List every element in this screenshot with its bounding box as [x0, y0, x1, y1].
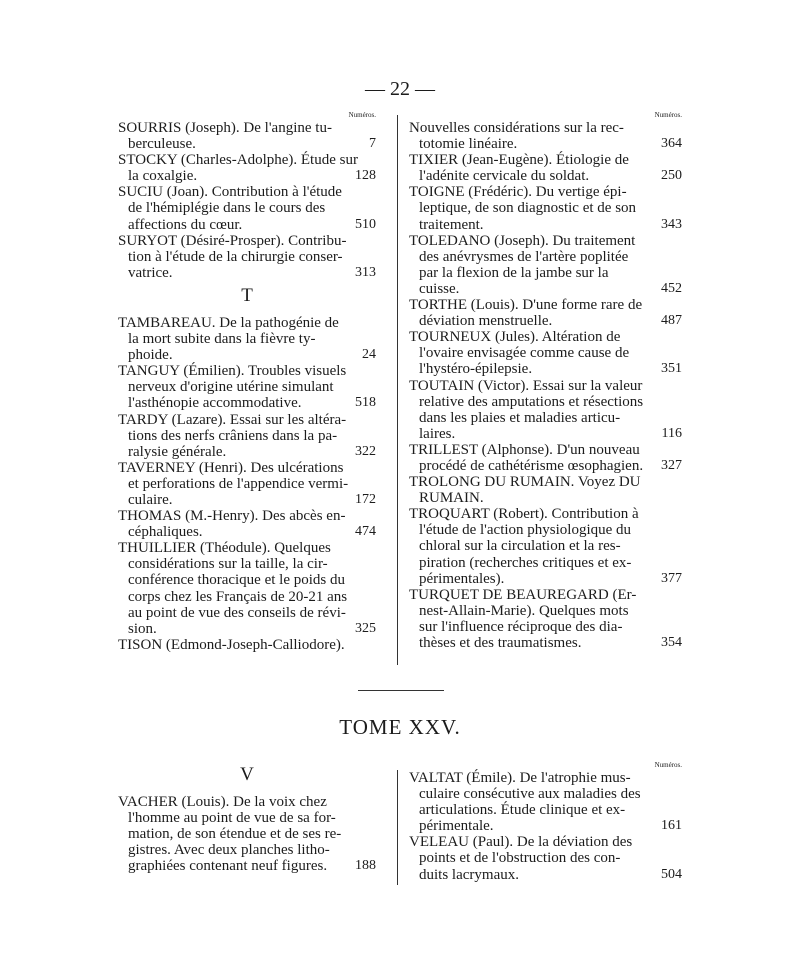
entry-line: piration (recherches critiques et ex- — [419, 554, 632, 571]
entry-line: déviation menstruelle. — [419, 313, 553, 330]
entry-line: chloral sur la circulation et la res- — [419, 538, 621, 555]
entry-line: TROQUART (Robert). Contribution à — [409, 506, 639, 523]
entry-line: berculeuse. — [128, 136, 196, 153]
entry-line: tion à l'étude de la chirurgie conser- — [128, 248, 343, 265]
entry-line: vatrice. — [128, 264, 173, 281]
index-entry — [118, 315, 376, 363]
index-entry — [409, 770, 682, 834]
entry-number: 518 — [355, 395, 376, 411]
entry-line: culaire consécutive aux maladies des — [419, 786, 641, 803]
entry-line: des anévrysmes de l'artère poplitée — [419, 248, 629, 265]
entry-line: thèses et des traumatismes. — [419, 635, 582, 651]
entry-line: la mort subite dans la fièvre ty- — [128, 331, 316, 348]
entry-line: phoide. — [128, 347, 173, 364]
index-entry — [409, 442, 682, 474]
entry-line: TARDY (Lazare). Essai sur les altéra- — [118, 411, 347, 428]
entry-line: VALTAT (Émile). De l'atrophie mus- — [409, 770, 631, 786]
tome-heading: TOME XXV. — [339, 715, 461, 739]
entry-line: TANGUY (Émilien). Troubles visuels — [118, 363, 347, 380]
entry-number: 161 — [661, 818, 682, 834]
entry-number: 116 — [661, 425, 682, 441]
index-entry — [118, 120, 376, 152]
entry-number: 250 — [661, 168, 682, 184]
entry-line: points et de l'obstruction des con- — [419, 850, 621, 867]
section-letter: V — [240, 764, 254, 785]
entry-line: l'hystéro-épilepsie. — [419, 361, 533, 378]
entry-line: duits lacrymaux. — [419, 866, 519, 883]
entry-number: 377 — [661, 570, 682, 586]
entry-line: l'étude de l'action physiologique du — [419, 522, 632, 539]
index-entry — [409, 120, 682, 152]
numeros-label: Numéros. — [348, 111, 376, 119]
entry-number: 172 — [355, 491, 376, 507]
entry-line: l'asthénopie accommodative. — [128, 395, 302, 412]
index-entry — [118, 540, 376, 637]
section-letter: T — [241, 284, 253, 306]
entry-line: TAVERNEY (Henri). Des ulcérations — [118, 459, 344, 476]
entry-line: nerveux d'origine utérine simulant — [128, 379, 334, 396]
index-entry — [118, 637, 376, 653]
entry-number: 343 — [661, 216, 682, 232]
entry-line: et perforations de l'appendice vermi- — [128, 475, 349, 492]
section-separator — [358, 690, 444, 691]
entry-number: 351 — [661, 361, 682, 377]
index-entry — [118, 460, 376, 508]
entry-line: SOURRIS (Joseph). De l'angine tu- — [118, 120, 332, 136]
entry-line: SURYOT (Désiré-Prosper). Contribu- — [118, 232, 347, 249]
index-entry — [409, 506, 682, 586]
numeros-label: Numéros. — [654, 111, 682, 119]
entry-line: leptique, de son diagnostic et de son — [419, 200, 637, 217]
index-entry — [409, 233, 682, 297]
entry-line: procédé de cathétérisme œsophagien. — [419, 457, 644, 474]
entry-line: Nouvelles considérations sur la rec- — [409, 120, 624, 136]
index-entry — [118, 233, 376, 281]
index-entry — [409, 152, 682, 184]
entry-number: 313 — [355, 264, 376, 280]
entry-line: TAMBAREAU. De la pathogénie de — [118, 314, 339, 331]
index-entry — [118, 152, 376, 184]
entry-number: 487 — [661, 313, 682, 329]
entry-number: 7 — [369, 136, 376, 152]
entry-line: l'adénite cervicale du soldat. — [419, 168, 590, 185]
entry-line: relative des amputations et résections — [419, 393, 644, 410]
entry-number: 354 — [661, 635, 682, 650]
entry-line: cuisse. — [419, 280, 460, 297]
entry-line: corps chez les Français de 20-21 ans — [128, 588, 348, 605]
index-entry — [409, 378, 682, 442]
index-entry — [409, 329, 682, 377]
entry-line: ralysie générale. — [128, 443, 227, 460]
index-entry — [118, 363, 376, 411]
entry-line: affections du cœur. — [128, 216, 243, 233]
entry-line: TOURNEUX (Jules). Altération de — [409, 329, 621, 346]
entry-line: TOLEDANO (Joseph). Du traitement — [409, 232, 636, 249]
index-entry — [409, 474, 682, 506]
entry-line: laires. — [419, 425, 456, 442]
right-column-tome-xxv — [409, 760, 682, 883]
entry-line: périmentale. — [419, 818, 494, 835]
entry-line: graphiées contenant neuf figures. — [128, 858, 328, 875]
entry-number: 128 — [355, 168, 376, 184]
page-number: — 22 — — [365, 78, 435, 100]
entry-line: au point de vue des conseils de révi- — [128, 604, 346, 621]
index-entry — [409, 297, 682, 329]
entry-line: TISON (Edmond-Joseph-Calliodore). — [118, 636, 345, 653]
entry-line: articulations. Étude clinique et ex- — [419, 802, 626, 819]
entry-line: traitement. — [419, 216, 484, 233]
column-divider — [397, 770, 398, 885]
entry-number: 322 — [355, 443, 376, 459]
entry-line: TRILLEST (Alphonse). D'un nouveau — [409, 441, 640, 458]
entry-number: 452 — [661, 280, 682, 296]
entry-line: TURQUET DE BEAUREGARD (Er- — [409, 586, 637, 603]
entry-line: l'homme au point de vue de sa for- — [128, 810, 336, 827]
column-divider — [397, 115, 398, 665]
entry-line: TORTHE (Louis). D'une forme rare de — [409, 297, 643, 314]
left-column-tome-xxv — [118, 760, 376, 874]
entry-line: périmentales). — [419, 570, 505, 587]
entry-line: mation, de son étendue et de ses re- — [128, 826, 342, 843]
entry-line: dans les plaies et maladies articu- — [419, 409, 621, 426]
index-entry — [409, 587, 682, 651]
entry-line: culaire. — [128, 491, 173, 508]
entry-line: RUMAIN. — [419, 490, 484, 507]
entry-line: sion. — [128, 620, 157, 637]
entry-number: 24 — [362, 347, 376, 363]
entry-line: gistres. Avec deux planches litho- — [128, 842, 330, 859]
index-entry — [118, 508, 376, 540]
index-entry — [409, 834, 682, 882]
index-entry — [118, 412, 376, 460]
entry-number: 364 — [661, 136, 682, 152]
entry-line: conférence thoracique et le poids du — [128, 572, 345, 589]
entry-line: TIXIER (Jean-Eugène). Étiologie de — [409, 152, 629, 169]
entry-number: 325 — [355, 620, 376, 636]
entry-number: 504 — [661, 866, 682, 882]
entry-line: SUCIU (Joan). Contribution à l'étude — [118, 184, 342, 201]
entry-line: la coxalgie. — [128, 168, 198, 185]
numeros-label: Numéros. — [654, 761, 682, 769]
entry-number: 474 — [355, 524, 376, 540]
entry-line: céphaliques. — [128, 524, 203, 541]
entry-number: 327 — [661, 457, 682, 473]
index-entry — [118, 184, 376, 232]
index-entry — [118, 794, 376, 874]
index-entry — [409, 184, 682, 232]
right-column-tome-xxiv — [409, 110, 682, 651]
entry-number: 188 — [355, 858, 376, 874]
entry-line: VELEAU (Paul). De la déviation des — [409, 834, 633, 851]
entry-line: l'ovaire envisagée comme cause de — [419, 345, 630, 362]
entry-line: THOMAS (M.-Henry). Des abcès en- — [118, 508, 346, 525]
entry-line: VACHER (Louis). De la voix chez — [118, 794, 327, 810]
entry-line: nest-Allain-Marie). Quelques mots — [419, 602, 629, 619]
entry-line: TROLONG DU RUMAIN. Voyez DU — [409, 474, 641, 491]
entry-line: de l'hémiplégie dans le cours des — [128, 200, 326, 217]
entry-line: par la flexion de la jambe sur la — [419, 264, 609, 281]
entry-line: considérations sur la taille, la cir- — [128, 556, 328, 573]
entry-line: THUILLIER (Théodule). Quelques — [118, 540, 331, 557]
entry-line: TOUTAIN (Victor). Essai sur la valeur — [409, 377, 643, 394]
entry-line: sur l'influence réciproque des dia- — [419, 618, 623, 635]
left-column-tome-xxiv — [118, 110, 376, 653]
entry-line: tions des nerfs crâniens dans la pa- — [128, 427, 338, 444]
entry-line: TOIGNE (Frédéric). Du vertige épi- — [409, 184, 627, 201]
entry-line: STOCKY (Charles-Adolphe). Étude sur — [118, 152, 358, 169]
entry-number: 510 — [355, 216, 376, 232]
entry-line: totomie linéaire. — [419, 136, 518, 153]
